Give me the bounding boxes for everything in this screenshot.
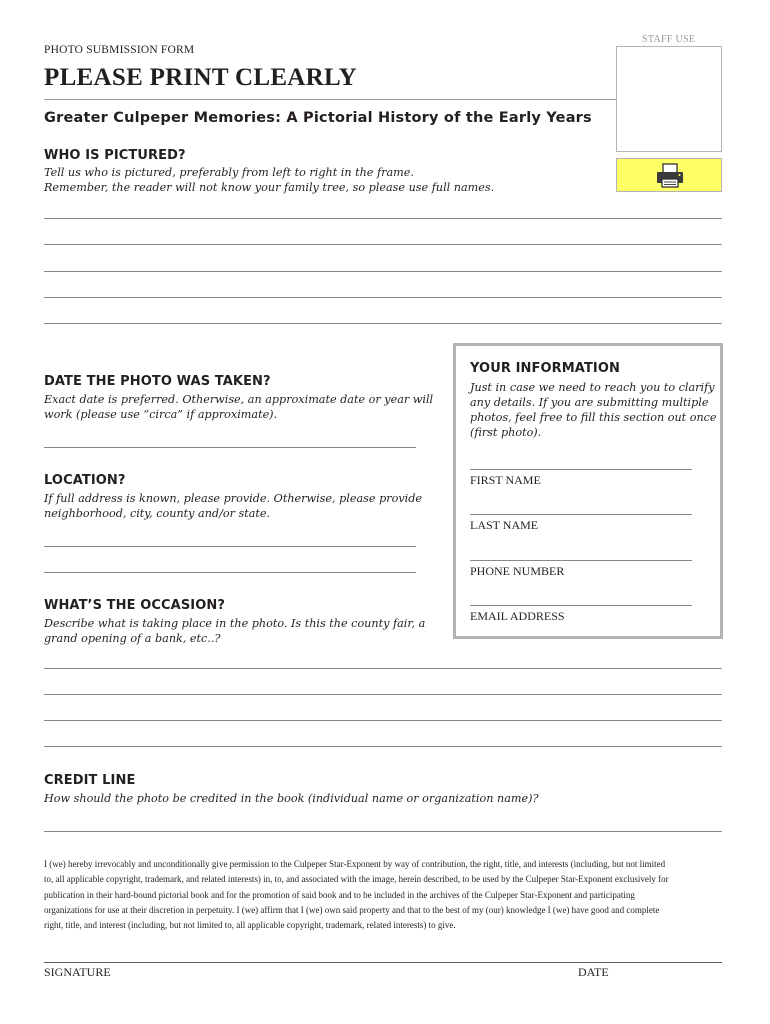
- first-name-field[interactable]: [470, 469, 692, 470]
- date-taken-line[interactable]: [44, 447, 416, 448]
- printer-icon: [655, 163, 685, 189]
- occasion-heading: WHAT’S THE OCCASION?: [44, 598, 225, 613]
- title-rule: [44, 99, 616, 100]
- phone-number-field[interactable]: [470, 560, 692, 561]
- page-title: PLEASE PRINT CLEARLY: [44, 64, 358, 91]
- location-heading: LOCATION?: [44, 473, 126, 488]
- credit-line-help: How should the photo be credited in the book (individual name or organization name)?: [44, 792, 539, 805]
- staff-use-box: [616, 46, 722, 152]
- credit-line-field[interactable]: [44, 831, 722, 832]
- date-taken-help: Exact date is preferred. Otherwise, an approximate date or year will work (please use “circa” if approximate).: [44, 393, 434, 421]
- permission-statement: I (we) hereby irrevocably and unconditionally give permission to the Culpeper Star-Exponent by way of contribution, the right, title, and interests (including, but not limited to, all applicable copyright, trademark, and related interests) in, to, and associated with the image, herein described, to be used by the Culpeper Star-Exponent exclusively for publication in their hard-bound pictorial book and for the promotion of said book and to be included in the archives of the Culpeper Star-Exponent and participating organizations for use at their discretion in perpetuity. I (we) affirm that I (we) own said property and that to the best of my (our) knowledge I (we) have good and complete right, title, and interest (including, but not limited to, all applicable copyright, trademark, related interests) to give.: [44, 859, 669, 931]
- last-name-label: LAST NAME: [470, 518, 539, 532]
- last-name-field[interactable]: [470, 514, 692, 515]
- who-pictured-heading: WHO IS PICTURED?: [44, 148, 186, 163]
- staff-use-label: STAFF USE: [642, 34, 696, 45]
- occasion-line-4[interactable]: [44, 746, 722, 747]
- who-pictured-line-2[interactable]: [44, 244, 722, 245]
- book-subtitle: Greater Culpeper Memories: A Pictorial History of the Early Years: [44, 110, 592, 126]
- occasion-line-2[interactable]: [44, 694, 722, 695]
- who-pictured-line-5[interactable]: [44, 323, 722, 324]
- signature-date-line[interactable]: [44, 962, 722, 963]
- print-button[interactable]: [616, 158, 722, 192]
- occasion-line-1[interactable]: [44, 668, 722, 669]
- form-type-label: PHOTO SUBMISSION FORM: [44, 44, 195, 56]
- date-label: DATE: [578, 965, 609, 979]
- your-information-help: Just in case we need to reach you to clarify any details. If you are submitting multiple photos, feel free to fill this section out once (first photo).: [470, 381, 717, 439]
- occasion-line-3[interactable]: [44, 720, 722, 721]
- first-name-label: FIRST NAME: [470, 473, 541, 487]
- email-address-field[interactable]: [470, 605, 692, 606]
- your-information-heading: YOUR INFORMATION: [470, 361, 620, 376]
- email-address-label: EMAIL ADDRESS: [470, 609, 565, 623]
- signature-label: SIGNATURE: [44, 965, 111, 979]
- location-line-1[interactable]: [44, 546, 416, 547]
- date-taken-heading: DATE THE PHOTO WAS TAKEN?: [44, 374, 271, 389]
- who-pictured-line-1[interactable]: [44, 218, 722, 219]
- who-pictured-line-4[interactable]: [44, 297, 722, 298]
- occasion-help: Describe what is taking place in the photo. Is this the county fair, a grand opening of a bank, etc..?: [44, 617, 426, 645]
- who-pictured-help: Tell us who is pictured, preferably from left to right in the frame. Remember, the reader will not know your family tree, so please use full names.: [44, 166, 495, 194]
- who-pictured-line-3[interactable]: [44, 271, 722, 272]
- location-line-2[interactable]: [44, 572, 416, 573]
- phone-number-label: PHONE NUMBER: [470, 564, 565, 578]
- location-help: If full address is known, please provide. Otherwise, please provide neighborhood, city, county and/or state.: [44, 492, 422, 520]
- credit-line-heading: CREDIT LINE: [44, 773, 136, 788]
